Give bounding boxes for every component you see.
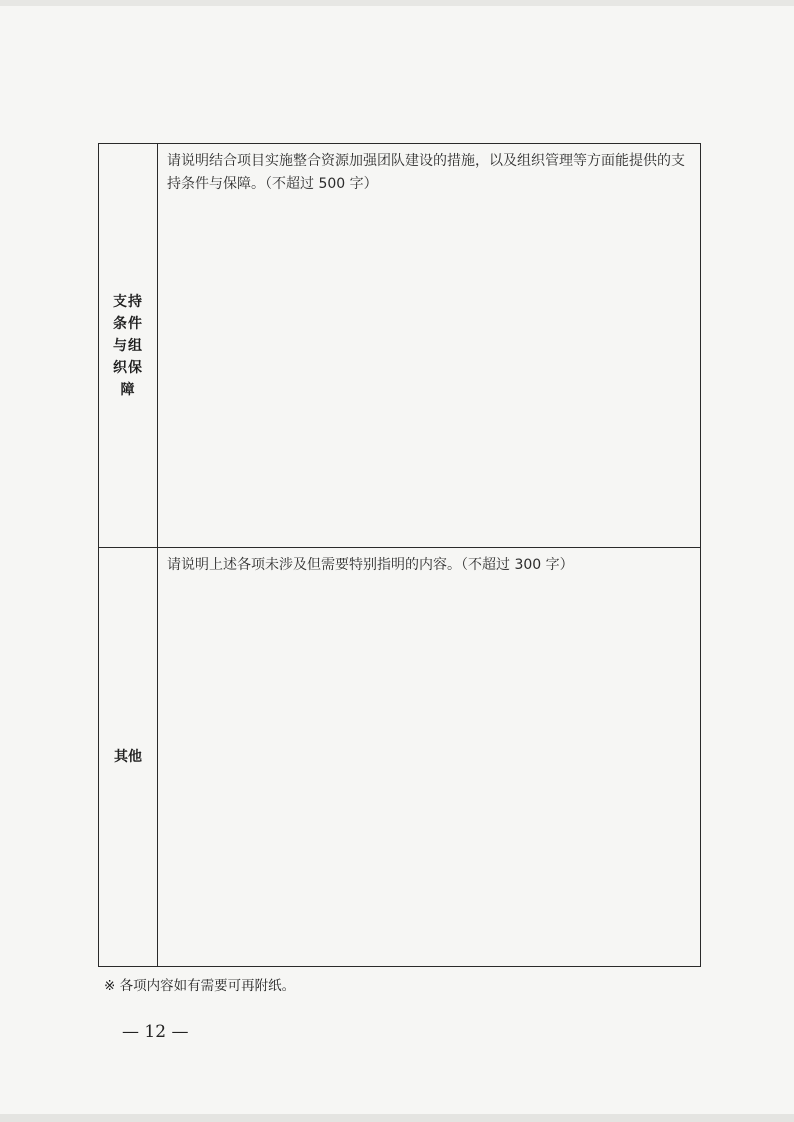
form-row-other (99, 547, 700, 966)
instruction-support-conditions: 请说明结合项目实施整合资源加强团队建设的措施，以及组织管理等方面能提供的支持条件与保障。（不超过 500 字） (167, 153, 685, 192)
content-cell-other[interactable] (158, 548, 700, 966)
row-label-cell (99, 548, 158, 966)
row-label-cell (99, 144, 158, 547)
form-row-support-conditions (99, 144, 700, 547)
instruction-other: 请说明上述各项未涉及但需要特别指明的内容。（不超过 300 字） (167, 557, 574, 573)
application-form-table (98, 143, 701, 967)
scan-edge-bottom (0, 1114, 794, 1122)
row-label-other: 其他 (114, 749, 142, 765)
footnote: ※ 各项内容如有需要可再附纸。 (104, 978, 296, 994)
content-cell-support-conditions[interactable] (158, 144, 700, 547)
page-number: — 12 — (122, 1022, 189, 1042)
scan-edge-top (0, 0, 794, 6)
row-label-support-conditions: 支持条件与组织保障 (113, 293, 143, 398)
